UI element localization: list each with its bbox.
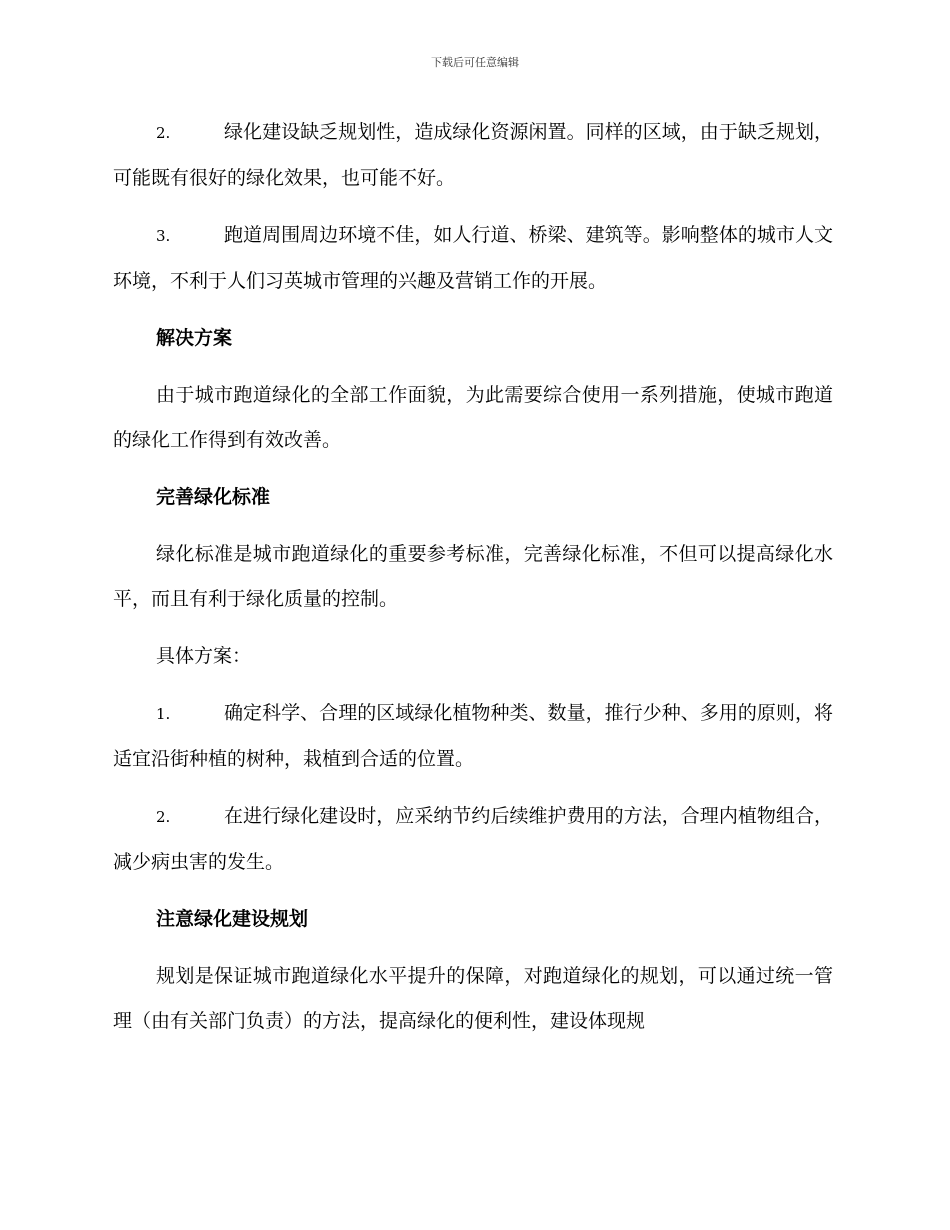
numbered-item <box>113 110 833 201</box>
paragraph: 规划是保证城市跑道绿化水平提升的保障，对跑道绿化的规划，可以通过统一管理（由有关部门负责）的方法，提高绿化的便利性，建设体现规 <box>113 965 833 1032</box>
item-text: 跑道周围周边环境不佳，如人行道、桥梁、建筑等。影响整体的城市人文环境，不利于人们习英城市管理的兴趣及营销工作的开展。 <box>113 224 833 292</box>
section-heading: 解决方案 <box>156 327 233 349</box>
item-number: 2. <box>156 808 171 826</box>
item-number: 2. <box>156 124 171 142</box>
item-text: 绿化建设缺乏规划性，造成绿化资源闲置。同样的区域，由于缺乏规划，可能既有很好的绿化效果，也可能不好。 <box>113 121 833 189</box>
section-heading: 完善绿化标准 <box>156 486 271 508</box>
section-heading: 注意绿化建设规划 <box>156 908 309 930</box>
paragraph: 绿化标准是城市跑道绿化的重要参考标准，完善绿化标准，不但可以提高绿化水平，而且有利于绿化质量的控制。 <box>113 543 833 610</box>
numbered-item <box>113 213 833 304</box>
item-text: 确定科学、合理的区域绿化植物种类、数量，推行少种、多用的原则，将适宜沿街种植的树种，栽植到合适的位置。 <box>113 702 833 770</box>
document-body <box>113 110 833 1056</box>
paragraph: 具体方案： <box>156 645 252 667</box>
item-text: 在进行绿化建设时，应采纳节约后续维护费用的方法，合理内植物组合，减少病虫害的发生。 <box>113 805 833 873</box>
page-header: 下载后可任意编辑 <box>431 56 519 69</box>
paragraph: 由于城市跑道绿化的全部工作面貌，为此需要综合使用一系列措施，使城市跑道的绿化工作得到有效改善。 <box>113 384 833 451</box>
numbered-item <box>113 691 833 782</box>
numbered-item <box>113 794 833 885</box>
item-number: 3. <box>156 227 171 245</box>
item-number: 1. <box>156 705 171 723</box>
